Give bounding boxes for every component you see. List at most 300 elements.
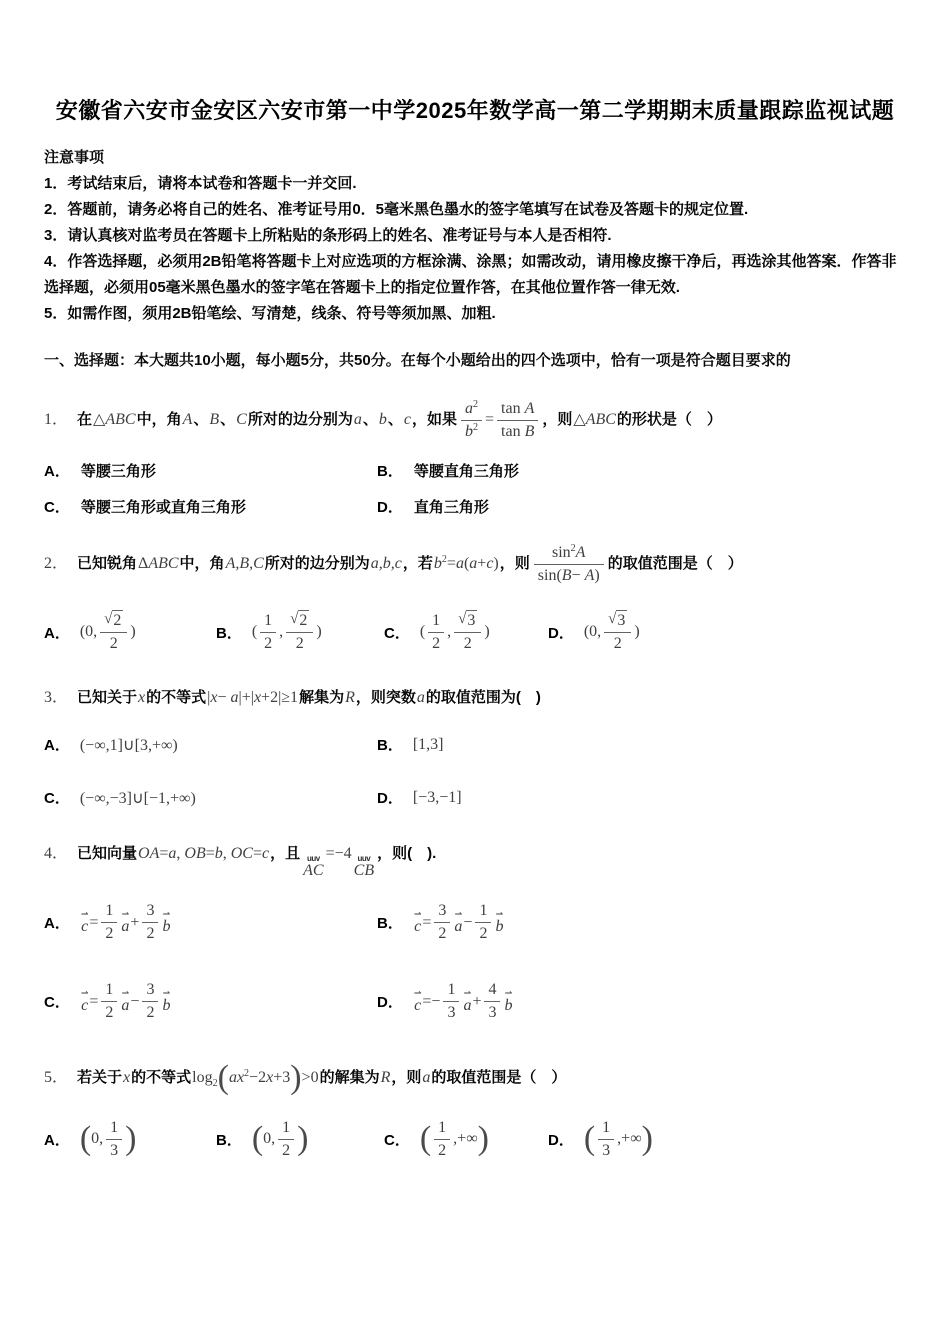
math-big-delimiter: (: [583, 1120, 596, 1158]
math-fraction: [434, 1118, 450, 1161]
math-denominator: [434, 923, 450, 944]
math-vector: [463, 987, 472, 1014]
option-content: [420, 1116, 489, 1163]
math-roman: 4: [488, 981, 497, 998]
math-roman: (: [463, 555, 470, 573]
question-2-stem: [44, 541, 906, 588]
math-italic: a: [454, 917, 463, 935]
math-radicand: [616, 610, 627, 631]
math-sqrt: [104, 610, 123, 631]
math-vector: [121, 908, 130, 935]
math-roman: 1: [264, 611, 273, 629]
math-fraction: [100, 610, 127, 654]
math-cjk-text: 解集为: [299, 689, 345, 706]
option-label: C．: [44, 994, 70, 1011]
math-roman: 2: [105, 1004, 114, 1021]
math-roman: 1: [432, 611, 441, 629]
option-label: D．: [377, 790, 403, 807]
math-italic: AC: [303, 862, 324, 879]
overarrow-icon: uuv: [357, 854, 371, 863]
math-big-delimiter: ): [125, 1120, 137, 1158]
math-roman: 3: [110, 1141, 119, 1159]
math-denominator: [286, 633, 313, 654]
math-vector: [504, 987, 513, 1014]
option-content: [80, 978, 172, 1025]
option-label: A．: [44, 624, 70, 642]
math-roman: =: [89, 992, 99, 1010]
option-label: B．: [377, 463, 403, 480]
math-big-delimiter: (: [217, 1059, 229, 1096]
math-sqrt: [290, 610, 309, 631]
question-number: 5．: [44, 1068, 69, 1086]
math-roman: (0,: [79, 623, 98, 640]
math-vector: [454, 908, 463, 935]
math-italic: c: [414, 917, 422, 935]
option-content: [80, 460, 157, 481]
math-roman: ,+∞: [617, 1130, 642, 1148]
math-numerator: [260, 611, 276, 633]
option-content: [413, 789, 462, 807]
math-italic: a: [465, 400, 474, 417]
option-b: [377, 899, 906, 946]
math-cjk-text: 若关于: [77, 1068, 123, 1086]
math-roman: 1: [602, 1118, 611, 1136]
math-fraction: [598, 1118, 614, 1161]
math-cjk-text: 的取值范围是（ ）: [607, 555, 743, 573]
question-5: [44, 1061, 906, 1163]
math-italic: a,b,c: [370, 555, 402, 573]
math-roman: log: [192, 1068, 213, 1086]
math-italic: A: [575, 544, 586, 561]
math-roman: −2: [249, 1068, 267, 1086]
option-b: [377, 460, 906, 481]
sqrt-radical-icon: √: [608, 611, 617, 627]
math-cjk-text: 已知关于: [77, 689, 138, 706]
math-cjk-text: ，则: [499, 555, 530, 573]
math-italic: a: [230, 689, 239, 706]
math-roman: ,: [176, 845, 185, 862]
math-roman: =−: [422, 992, 441, 1010]
math-roman: |+|: [238, 689, 254, 706]
math-vector: [121, 987, 130, 1014]
option-label: D．: [377, 499, 403, 516]
math-roman: 2: [432, 634, 441, 652]
math-big-delimiter: ): [641, 1120, 653, 1158]
note-line-5: 5．如需作图，须用2B铅笔绘、写清楚，线条、符号等须加黑、加粗.: [44, 305, 496, 322]
math-roman: ,: [279, 623, 284, 640]
math-fraction: [101, 901, 117, 944]
note-line-4: 4．作答选择题，必须用2B铅笔将答题卡上对应选项的方框涂满、涂黑；如需改动，请用橡皮擦干净后，再选涂其他答案．作答非选择题，必须用05毫米黑色墨水的签字笔在答题卡上的指定位置作答，在其他位置作答一律无效.: [44, 253, 897, 296]
option-d: [377, 978, 906, 1025]
option-label: B．: [216, 1131, 242, 1149]
math-roman: 3: [602, 1141, 611, 1159]
math-italic: a: [121, 917, 130, 935]
question-stem-text: [76, 689, 542, 706]
math-numerator: [434, 901, 450, 923]
question-3-options: [44, 734, 906, 808]
math-cjk-text: 、: [362, 411, 378, 429]
option-d: [548, 608, 906, 656]
math-denominator: [598, 1140, 614, 1161]
note-line-1: 1．考试结束后，请将本试卷和答题卡一并交回.: [44, 175, 357, 192]
math-roman: 2: [113, 612, 122, 629]
math-subscript: 2: [212, 1077, 218, 1089]
option-label: A．: [44, 463, 70, 480]
math-italic: b: [504, 996, 513, 1014]
math-roman: +3: [273, 1068, 291, 1086]
math-numerator: [101, 901, 117, 923]
option-content: [252, 608, 322, 656]
math-roman: =: [205, 845, 215, 862]
math-roman: 3: [438, 902, 447, 919]
math-sqrt: [608, 610, 627, 631]
math-italic: a: [168, 845, 177, 862]
math-cjk-text: 在: [77, 411, 93, 429]
math-numerator: [142, 980, 158, 1002]
math-italic: x: [123, 1068, 131, 1086]
math-roman: 1: [447, 981, 456, 998]
math-roman: 3: [617, 612, 626, 629]
math-roman: ,: [447, 623, 452, 640]
option-a: [44, 1116, 216, 1163]
math-cjk-text: ，如果: [412, 411, 458, 429]
math-roman: 0,: [91, 1130, 104, 1148]
math-denominator: [428, 633, 444, 654]
question-number: 3．: [44, 689, 69, 706]
math-italic: A: [182, 411, 193, 429]
math-big-delimiter: ): [290, 1059, 302, 1096]
math-cjk-text: ，则: [391, 1068, 422, 1086]
math-fraction: [286, 610, 313, 654]
question-4: [44, 842, 906, 1025]
math-roman: 2: [105, 925, 114, 942]
vector-arrow-icon: ⇀: [463, 987, 472, 998]
math-italic: x: [266, 1068, 274, 1086]
math-superscript: 2: [473, 422, 479, 433]
vector-arrow-icon: ⇀: [121, 908, 130, 919]
option-content: [413, 460, 520, 481]
math-roman: 3: [146, 902, 155, 919]
math-cjk-text: 中，角: [136, 411, 182, 429]
option-a: [44, 734, 377, 755]
math-roman: tan: [501, 423, 525, 440]
math-roman: 2: [299, 612, 308, 629]
math-italic: ax: [228, 1068, 245, 1086]
math-cjk-text: ，且: [270, 845, 301, 862]
option-content: [80, 1116, 137, 1163]
math-roman: ): [594, 567, 600, 584]
math-numerator: [101, 980, 117, 1002]
math-italic: a: [422, 1068, 431, 1086]
math-sqrt: [458, 610, 477, 631]
math-cjk-text: 已知锐角: [77, 555, 138, 573]
math-roman: 3: [467, 612, 476, 629]
math-italic: ABC: [585, 411, 616, 429]
option-label: C．: [44, 790, 70, 807]
math-big-delimiter: ): [297, 1120, 309, 1158]
math-denominator: [443, 1002, 459, 1023]
question-3: [44, 686, 906, 808]
question-stem-text: [76, 1059, 567, 1096]
option-content: [80, 899, 172, 946]
math-cjk-text: ，则( ).: [377, 845, 437, 862]
vector-arrow-icon: ⇀: [162, 987, 171, 998]
math-cjk-text: 等腰三角形或直角三角形: [80, 499, 246, 516]
math-roman: =: [159, 845, 169, 862]
math-roman: [−3,−1]: [412, 788, 462, 806]
notes-heading: 注意事项: [44, 149, 105, 166]
math-fraction: [142, 980, 158, 1023]
math-italic: A: [524, 400, 535, 417]
vector-arrow-icon: ⇀: [162, 908, 171, 919]
math-roman: ,+∞: [453, 1130, 478, 1148]
math-cjk-text: 、: [193, 411, 209, 429]
math-roman: ): [316, 623, 322, 640]
math-cjk-text: 中，角: [179, 555, 225, 573]
math-roman: =: [485, 411, 495, 429]
math-roman: ): [493, 555, 499, 573]
math-fraction: [484, 980, 500, 1023]
question-5-options: [44, 1116, 906, 1163]
math-fraction: [260, 611, 276, 654]
math-cjk-text: 等腰直角三角形: [413, 463, 519, 480]
math-roman: sin: [552, 544, 571, 561]
math-roman: 1: [479, 902, 488, 919]
math-roman: −: [571, 567, 585, 584]
math-vector: [413, 987, 422, 1014]
option-label: A．: [44, 737, 70, 754]
option-content: [413, 978, 514, 1025]
option-b: [216, 1116, 384, 1163]
math-roman: 2: [479, 925, 488, 942]
math-italic: b: [162, 917, 171, 935]
option-content: [80, 608, 136, 656]
math-numerator: [434, 1118, 450, 1140]
option-label: B．: [377, 915, 403, 932]
sqrt-radical-icon: √: [290, 611, 299, 627]
math-roman: −: [217, 689, 231, 706]
math-italic: a: [463, 996, 472, 1014]
question-1-options: [44, 460, 906, 517]
math-roman: =−4: [325, 845, 352, 862]
math-superscript: 2: [441, 554, 447, 566]
math-numerator: [475, 901, 491, 923]
math-fraction: [101, 980, 117, 1023]
vector-arrow-icon: ⇀: [413, 908, 422, 919]
math-denominator: [604, 633, 631, 654]
math-numerator: [106, 1118, 122, 1140]
math-radicand: [466, 610, 477, 631]
option-content: [252, 1116, 309, 1163]
math-numerator: [497, 399, 538, 421]
option-d: [377, 787, 906, 808]
math-italic: a: [455, 555, 464, 573]
option-label: B．: [216, 624, 242, 642]
math-roman: 1: [438, 1118, 447, 1136]
math-italic: B: [209, 411, 220, 429]
math-numerator: [443, 980, 459, 1002]
math-superscript: 2: [570, 543, 576, 554]
math-roman: 0,: [263, 1130, 276, 1148]
math-italic: OB: [184, 845, 206, 862]
math-roman: +: [472, 992, 482, 1010]
math-italic: c: [81, 917, 89, 935]
option-c: [44, 496, 377, 517]
question-2: [44, 541, 906, 656]
option-label: D．: [377, 994, 403, 1011]
math-cjk-text: 、: [387, 411, 403, 429]
math-denominator: [278, 1140, 294, 1161]
math-italic: a: [416, 689, 425, 706]
math-italic: b: [378, 411, 387, 429]
question-stem-text: [76, 543, 744, 584]
option-b: [216, 608, 384, 656]
math-italic: R: [380, 1068, 391, 1086]
math-numerator: [142, 901, 158, 923]
math-cjk-text: 、: [220, 411, 236, 429]
math-vector: [495, 908, 504, 935]
math-cjk-text: 所对的边分别为: [247, 411, 353, 429]
math-denominator: [475, 923, 491, 944]
math-superscript: 2: [473, 399, 479, 410]
math-roman: >0: [301, 1068, 319, 1086]
math-roman: +: [130, 913, 140, 931]
math-roman: 1: [282, 1118, 291, 1136]
math-cjk-text: 的解集为: [319, 1068, 380, 1086]
sqrt-radical-icon: √: [458, 611, 467, 627]
option-label: A．: [44, 1131, 70, 1149]
option-b: [377, 734, 906, 755]
math-italic: R: [345, 689, 355, 706]
math-denominator: [260, 633, 276, 654]
math-cjk-text: 的取值范围为( ): [425, 689, 541, 706]
math-roman: 2: [438, 925, 447, 942]
math-numerator: [484, 980, 500, 1002]
math-over-vector: [354, 855, 374, 879]
option-d: [548, 1116, 906, 1163]
note-line-3: 3．请认真核对监考员在答题卡上所粘贴的条形码上的姓名、准考证号与本人是否相符.: [44, 227, 612, 244]
math-big-delimiter: ): [477, 1120, 489, 1158]
math-roman: 2: [146, 1004, 155, 1021]
option-content: [420, 608, 490, 656]
math-big-delimiter: (: [419, 1120, 432, 1158]
math-fraction: [106, 1118, 122, 1161]
math-fraction: [461, 399, 482, 442]
vector-arrow-icon: ⇀: [495, 908, 504, 919]
math-denominator: [534, 565, 604, 586]
math-fraction: [454, 610, 481, 654]
math-roman: (0,: [583, 623, 602, 640]
math-roman: =: [252, 845, 263, 862]
option-c: [384, 1116, 548, 1163]
math-roman: (: [251, 623, 258, 640]
option-a: [44, 608, 216, 656]
option-content: [413, 736, 444, 754]
math-cjk-text: ，若: [402, 555, 433, 573]
math-roman: 1: [110, 1118, 119, 1136]
math-italic: ABC: [148, 555, 179, 573]
math-italic: B: [524, 423, 535, 440]
option-content: [80, 788, 196, 808]
option-label: C．: [384, 624, 410, 642]
math-roman: 2: [146, 925, 155, 942]
math-fraction: [534, 543, 604, 586]
math-cjk-text: ，则突数: [355, 689, 416, 706]
vector-arrow-icon: ⇀: [454, 908, 463, 919]
math-numerator: [598, 1118, 614, 1140]
page-title: 安徽省六安市金安区六安市第一中学2025年数学高一第二学期期末质量跟踪监视试题: [55, 98, 895, 123]
math-roman: 2: [295, 635, 304, 652]
vector-arrow-icon: ⇀: [121, 987, 130, 998]
math-fraction: [434, 901, 450, 944]
math-fraction: [475, 901, 491, 944]
math-roman: (−∞,1]∪[3,+∞): [79, 736, 178, 754]
math-denominator: [142, 1002, 158, 1023]
math-italic: x: [253, 689, 262, 706]
math-cjk-text: 的不等式: [131, 1068, 192, 1086]
math-roman: +: [477, 555, 487, 573]
option-label: C．: [44, 499, 70, 516]
math-italic: OC: [230, 845, 253, 862]
math-fraction: [604, 610, 631, 654]
math-italic: c: [81, 996, 89, 1014]
section-heading: 一、选择题：本大题共10小题，每小题5分，共50分。在每个小题给出的四个选项中，恰有一项是符合题目要求的: [44, 352, 791, 369]
math-roman: ): [634, 623, 640, 640]
math-cjk-text: 的取值范围是（ ）: [431, 1068, 567, 1086]
math-numerator: [454, 610, 481, 633]
math-roman: tan: [501, 400, 525, 417]
question-2-options: [44, 608, 906, 656]
math-roman: △: [573, 411, 586, 429]
math-cjk-text: 的形状是（ ）: [616, 411, 722, 429]
math-numerator: [278, 1118, 294, 1140]
math-italic: b: [495, 917, 504, 935]
math-roman: 3: [447, 1004, 456, 1021]
math-roman: (: [419, 623, 426, 640]
math-roman: Δ: [138, 555, 149, 573]
math-denominator: [101, 1002, 117, 1023]
math-over-vector: [303, 855, 323, 879]
math-italic: OA: [138, 845, 160, 862]
math-roman: 2: [282, 1141, 291, 1159]
math-denominator: [461, 421, 482, 442]
question-stem-text: [76, 399, 723, 440]
option-a: [44, 899, 377, 946]
math-roman: 3: [488, 1004, 497, 1021]
math-denominator: [454, 633, 481, 654]
math-big-delimiter: (: [251, 1120, 264, 1158]
math-cjk-text: ，则: [542, 411, 573, 429]
overarrow-icon: uuv: [307, 854, 320, 863]
math-roman: |: [207, 689, 211, 706]
option-label: D．: [548, 1131, 574, 1149]
math-numerator: [461, 399, 482, 421]
option-c: [384, 608, 548, 656]
math-vector: [80, 908, 89, 935]
math-roman: 2: [438, 1141, 447, 1159]
math-numerator: [534, 543, 604, 565]
vector-arrow-icon: ⇀: [504, 987, 513, 998]
math-cjk-text: 直角三角形: [413, 499, 489, 516]
math-roman: =: [446, 555, 456, 573]
option-label: B．: [377, 737, 403, 754]
math-denominator: [100, 633, 127, 654]
math-italic: b: [214, 845, 223, 862]
math-roman: ): [130, 623, 136, 640]
sqrt-radical-icon: √: [104, 611, 113, 627]
math-italic: A: [584, 567, 595, 584]
math-roman: =: [89, 913, 99, 931]
